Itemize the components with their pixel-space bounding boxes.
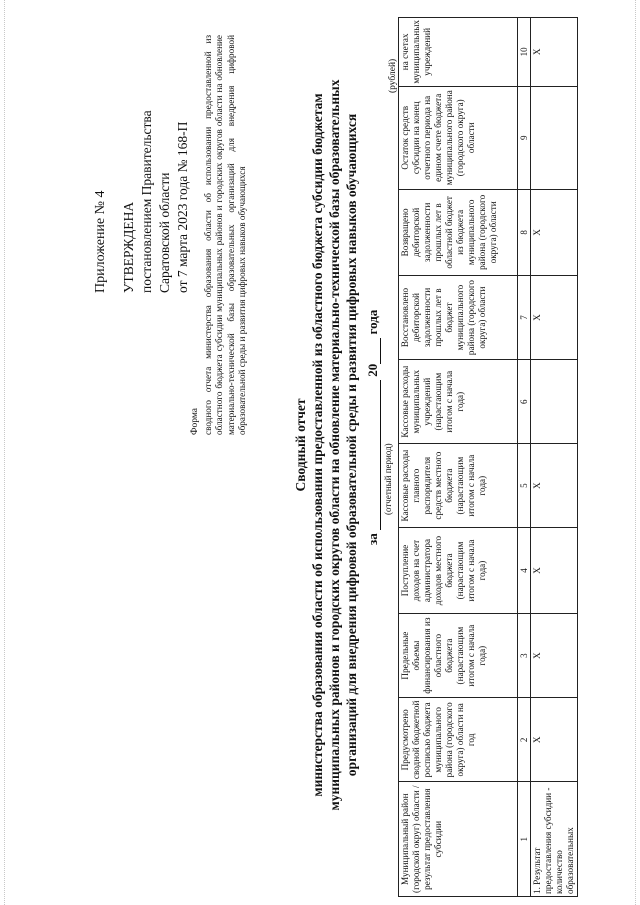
column-header: Восстановлено дебиторской задолженности прошлых лет в бюджет муниципального района (городского округа) области	[399, 275, 518, 359]
column-number: 6	[518, 360, 531, 444]
table-cell: X	[531, 275, 578, 359]
column-number: 5	[518, 444, 531, 528]
column-header: Кассовые расходы муниципальных учреждений (нарастающим итогом с начала года)	[399, 360, 518, 444]
table-row	[531, 18, 578, 897]
form-description: сводного отчета министерства образования области об использовании предоставленной из областного бюджета субсидии муниципальных районов и городских округов области на обновление материально-технической базы образовательных организаций для внедрения цифровой образовательной среды и развития цифровых навыков обучающихся	[202, 35, 248, 435]
period-blank[interactable]	[367, 380, 381, 530]
table-cell: 1. Результат предоставления субсидии - количество образовательных	[531, 782, 578, 897]
column-number: 8	[518, 189, 531, 275]
report-title-line: министерства образования области об использовании предоставленной из областного бюджета субсидии бюджетам	[310, 93, 325, 797]
approval-line: Саратовской области	[157, 172, 172, 293]
approval-stamp	[92, 110, 192, 293]
annex-number: Приложение № 4	[93, 190, 108, 293]
approval-line: постановлением Правительства	[139, 110, 154, 293]
table-cell	[531, 86, 578, 189]
table-header-row	[399, 18, 518, 897]
report-title-line: муниципальных районов и городских округов области на обновление материально-технической базы образовательных	[327, 79, 342, 811]
table-cell: X	[531, 444, 578, 528]
table-cell: X	[531, 614, 578, 698]
column-header: Возвращено дебиторской задолженности прошлых лет в областной бюджет из бюджета муниципального района (городского округа) области	[399, 189, 518, 275]
column-number: 10	[518, 18, 531, 87]
report-title-line: организаций для внедрения цифровой образовательной среды и развития цифровых навыков обучающихся	[344, 113, 359, 777]
table-cell: X	[531, 189, 578, 275]
column-header: на счетах муниципальных учреждений	[399, 18, 518, 87]
column-header: Кассовые расходы главного распорядителя средств местного бюджета (нарастающим итогом с начала года)	[399, 444, 518, 528]
table-cell	[531, 360, 578, 444]
column-number: 9	[518, 86, 531, 189]
column-number: 3	[518, 614, 531, 698]
form-description-block	[190, 35, 249, 435]
period-prefix: за	[365, 533, 380, 545]
table-cell: X	[531, 528, 578, 614]
column-header: Муниципальный район (городской округ) области / результат предоставления субсидии	[399, 782, 518, 897]
column-number-row	[518, 18, 531, 897]
column-header: Остаток средств субсидии на конец отчетного периода на едином счете бюджета муниципального района (городского округа) области	[399, 86, 518, 189]
column-header: Поступление доходов на счет администратора доходов местного бюджета (нарастающим итогом с начала года)	[399, 528, 518, 614]
approval-line: УТВЕРЖДЕНА	[121, 201, 136, 293]
currency-unit: (рублей)	[388, 58, 398, 93]
period-suffix: года	[365, 309, 380, 335]
column-number: 1	[518, 782, 531, 897]
table-cell: X	[531, 698, 578, 782]
form-label: Форма	[190, 407, 200, 435]
report-title-line: Сводный отчет	[293, 398, 308, 492]
approval-line: от 7 марта 2023 года № 168-П	[175, 121, 190, 293]
column-number: 4	[518, 528, 531, 614]
column-number: 7	[518, 275, 531, 359]
period-year-prefix: 20	[365, 363, 380, 377]
column-header: Предусмотрено сводной бюджетной росписью бюджета муниципального района (городского округа) области на год	[399, 698, 518, 782]
year-blank[interactable]	[367, 338, 381, 364]
table-cell: X	[531, 18, 578, 87]
reporting-period	[365, 305, 381, 545]
column-number: 2	[518, 698, 531, 782]
column-header: Предельные объемы финансирования из областного бюджета (нарастающим итогом с начала года)	[399, 614, 518, 698]
report-table	[398, 17, 578, 897]
report-title	[292, 15, 360, 875]
period-hint: (отчетный период)	[383, 443, 393, 515]
